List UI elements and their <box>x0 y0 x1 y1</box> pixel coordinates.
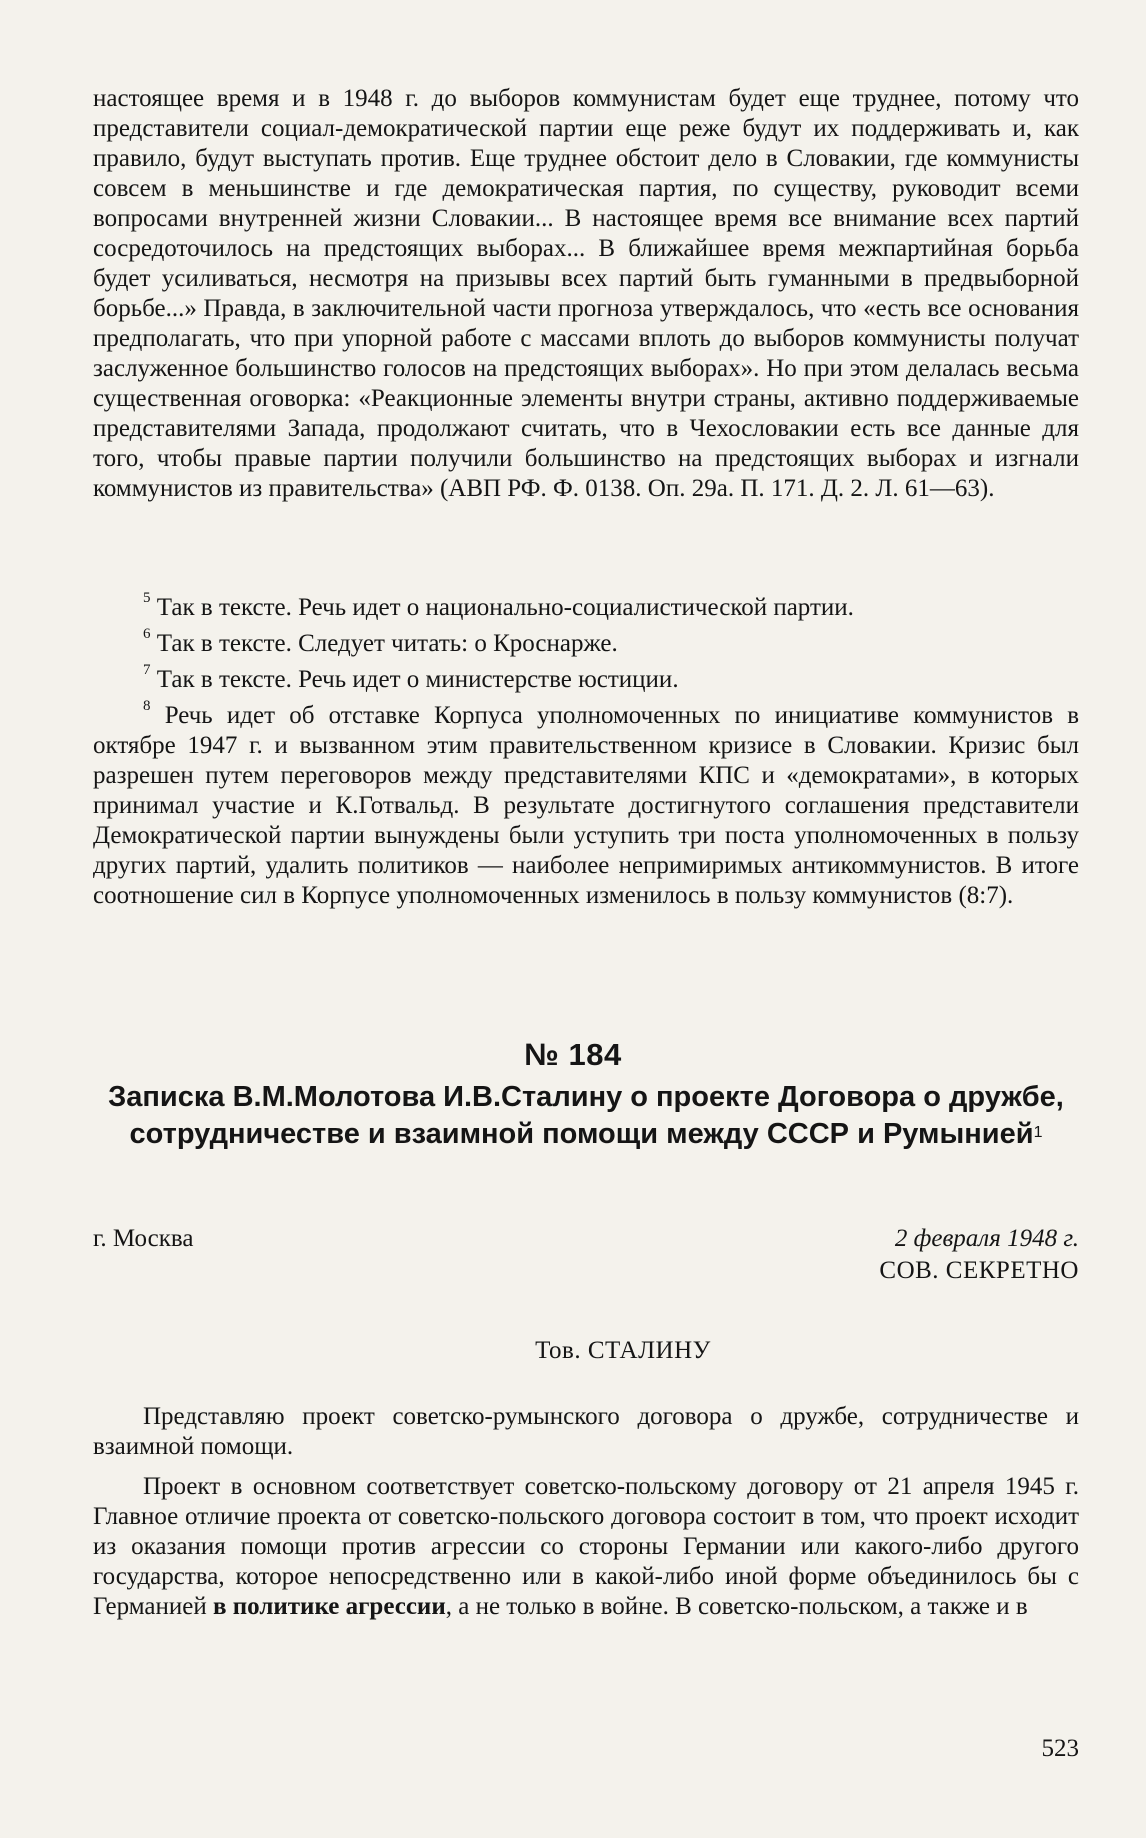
footnote-marker: 6 <box>143 626 151 642</box>
title-footnote-marker: 1 <box>1033 1124 1043 1141</box>
document-number: № 184 <box>524 1037 622 1072</box>
footnote-text: Так в тексте. Речь идет о национально-социалистической партии. <box>156 594 854 621</box>
page-number: 523 <box>1041 1735 1079 1762</box>
paragraph-2-start: Проект в основном соответствует советско-польскому договору от 21 апреля 1945 г. Главное отличие проекта от советско-польского договора состоит в том, что проект исходит из оказания помощи против агрессии со стороны Германии или какого-либо другого государства, которое непосредственно или в какой-либо иной форме объединилось бы с Германией <box>93 1473 1079 1620</box>
footnote-text: Речь идет об отставке Корпуса уполномоченных по инициативе коммунистов в октябре 1947 г. и вызванном этим правительственном кризисе в Словакии. Кризис был разрешен путем переговоров между представителями КПС и «демократами», в которых принимал участие и К.Готвальд. В результате достигнутого соглашения представители Демократической партии вынуждены были уступить три поста уполномоченных в пользу других партий, удалить политиков — наиболее непримиримых антикоммунистов. В итоге соотношение сил в Корпусе уполномоченных изменилось в пользу коммунистов (8:7). <box>93 702 1079 909</box>
footnote-6 <box>93 626 1079 659</box>
footnote-marker: 5 <box>143 590 151 606</box>
document-title-text: Записка В.М.Молотова И.В.Сталину о проекте Договора о дружбе, сотрудничестве и взаимной помощи между СССР и Румынией <box>108 1081 1064 1150</box>
footnote-8 <box>93 698 1079 911</box>
letter-body <box>93 1402 1079 1632</box>
document-place: г. Москва <box>93 1225 194 1252</box>
document-title <box>93 1079 1079 1153</box>
paragraph-2-end: , а не только в войне. В советско-польском, а также и в <box>445 1593 1028 1620</box>
letter-paragraph-2 <box>93 1472 1079 1622</box>
footnote-5 <box>93 590 1079 623</box>
footnote-text: Так в тексте. Следует читать: о Кроснарже. <box>156 630 618 657</box>
continued-text-block <box>93 84 1079 504</box>
paragraph-2-emphasis: в политике агрессии <box>213 1593 446 1620</box>
footnote-7 <box>93 662 1079 695</box>
footnote-marker: 7 <box>143 662 151 678</box>
document-date: 2 февраля 1948 г. <box>894 1225 1079 1252</box>
footnote-marker: 8 <box>143 698 151 714</box>
footnote-text: Так в тексте. Речь идет о министерстве юстиции. <box>156 666 679 693</box>
continued-paragraph: настоящее время и в 1948 г. до выборов коммунистам будет еще труднее, потому что представители социал-демократической партии еще реже будут их поддерживать и, как правило, будут выступать против. Еще труднее обстоит дело в Словакии, где коммунисты совсем в меньшинстве и где демократическая партия, по существу, руководит всеми вопросами внутренней жизни Словакии... В настоящее время все внимание всех партий сосредоточилось на предстоящих выборах... В ближайшее время межпартийная борьба будет усиливаться, несмотря на призывы всех партий быть гуманными в предвыборной борьбе...» Правда, в заключительной части прогноза утверждалось, что «есть все основания предполагать, что при упорной работе с массами вплоть до выборов коммунисты получат заслуженное большинство голосов на предстоящих выборах». Но при этом делалась весьма существенная оговорка: «Реакционные элементы внутри страны, активно поддерживаемые представителями Запада, продолжают считать, что в Чехословакии есть все данные для того, чтобы правые партии получили большинство на предстоящих выборах и изгнали коммунистов из правительства» (АВП РФ. Ф. 0138. Оп. 29а. П. 171. Д. 2. Л. 61—63). <box>93 85 1079 502</box>
addressee: Тов. СТАЛИНУ <box>535 1337 711 1364</box>
classification-stamp: СОВ. СЕКРЕТНО <box>879 1257 1079 1284</box>
footnotes-section <box>93 590 1079 917</box>
letter-paragraph-1: Представляю проект советско-румынского договора о дружбе, сотрудничестве и взаимной помощи. <box>93 1403 1079 1460</box>
